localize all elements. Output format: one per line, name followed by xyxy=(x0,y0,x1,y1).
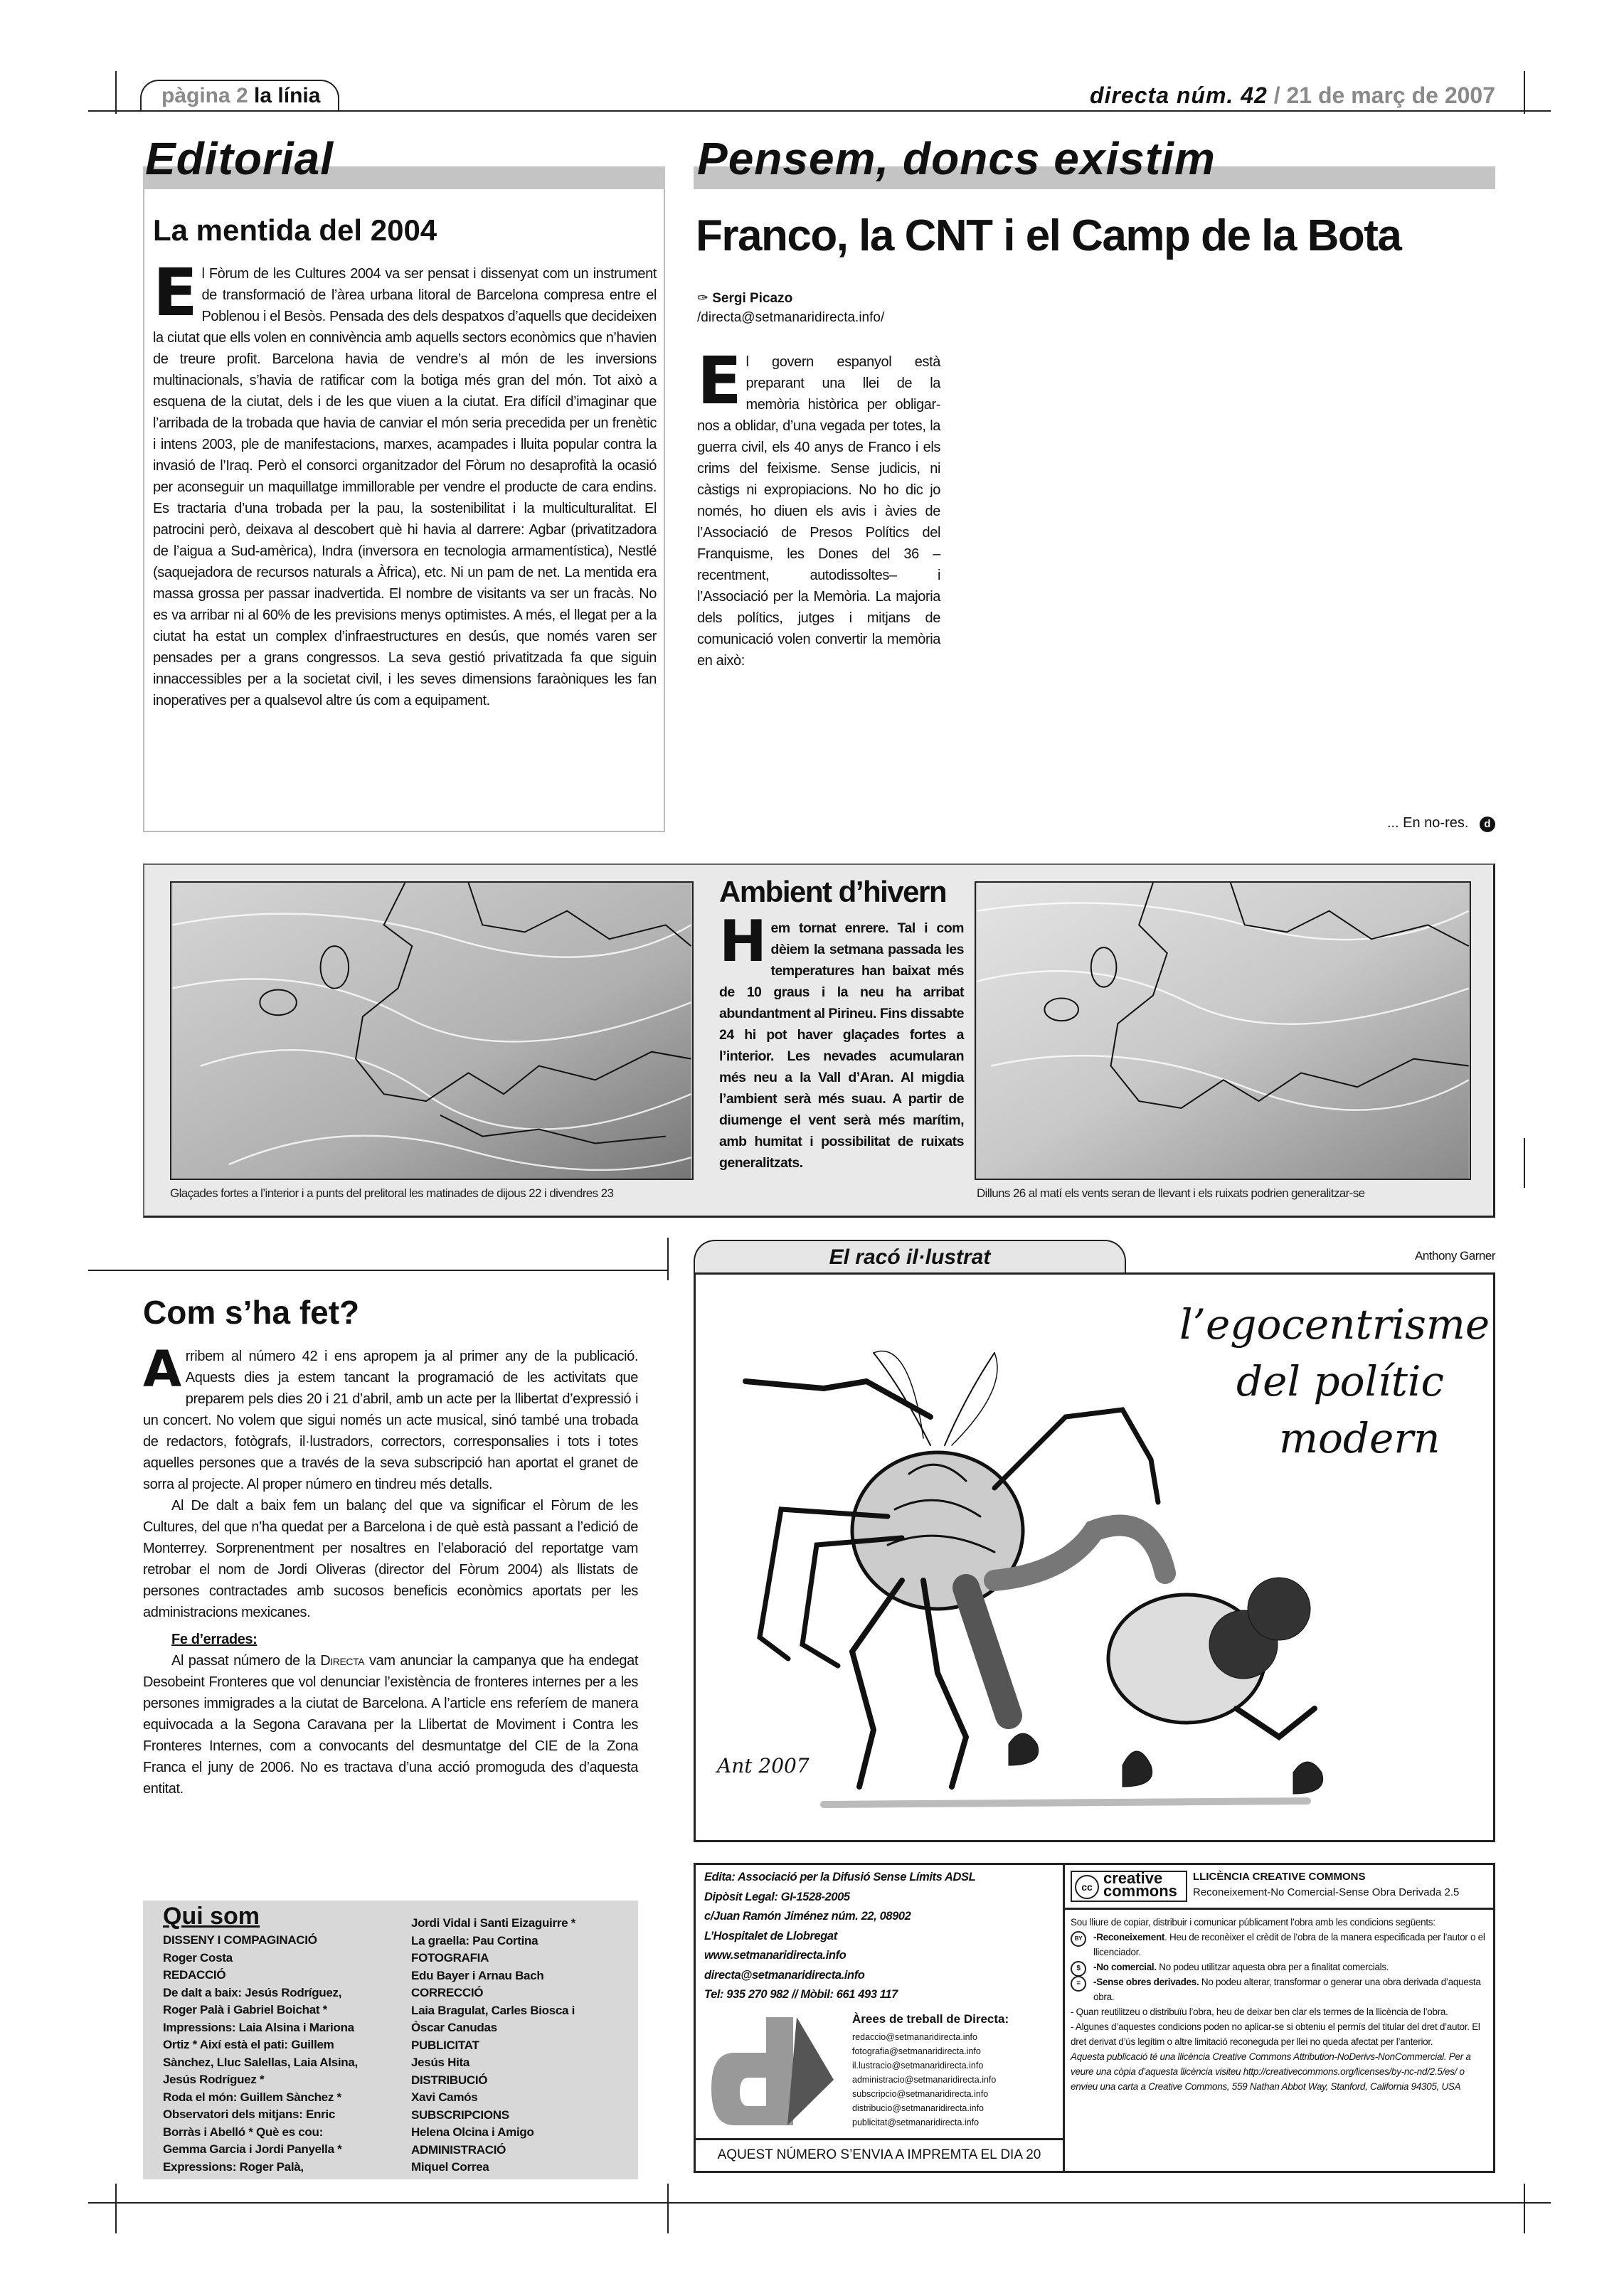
staff-line: Helena Olcina i Amigo xyxy=(411,2125,534,2139)
staff-line: Sànchez, Lluc Salellas, Laia Alsina, xyxy=(163,2055,358,2069)
qui-som-box xyxy=(143,1901,638,2179)
staff-line: REDACCIÓ xyxy=(163,1968,226,1982)
crop-mark xyxy=(115,2184,117,2233)
qui-som-title: Qui som xyxy=(163,1903,260,1930)
paragraph-text: Al passat número de la xyxy=(171,1653,321,1669)
area-email[interactable]: redaccio@setmanaridirecta.info xyxy=(852,2032,977,2042)
issue-info xyxy=(1090,83,1495,109)
cartoon-lettering: modern xyxy=(1279,1414,1440,1462)
author-email[interactable]: /directa@setmanaridirecta.info/ xyxy=(697,310,885,325)
staff-line: Gemma Garcia i Jordi Panyella * xyxy=(163,2142,342,2156)
print-note: AQUEST NÚMERO S’ENVIA A IMPREMTA EL DIA 20 xyxy=(696,2138,1063,2171)
crop-mark xyxy=(88,2202,1551,2204)
errata-title: Fe d’errades: xyxy=(171,1632,258,1647)
masthead-line: Tel: 935 270 982 // Mòbil: 661 493 117 xyxy=(704,1988,898,2001)
staff-line: Jesús Rodríguez * xyxy=(163,2073,265,2086)
staff-line: Ortiz * Així està el pati: Guillem xyxy=(163,2038,334,2051)
cc-logo xyxy=(1071,1871,1187,1902)
cc-icon: cc xyxy=(1075,1875,1099,1899)
paragraph-text: vam anunciar la campanya que ha endegat Desobeint Fronteres que vol denunciar l’existència de fronteres internes per a les persones immigrades a la ciutat de Barcelona. A l’article ens referíem de manera equivocada a la Segona Caravana per la Llibertat de Moviment i Contra les Fronteres Internes, com a convocants del desmuntatge del CIE de la Zona Franca el juny de 2006. No es tractava d’una acció promoguda des d’aquesta entitat. xyxy=(143,1653,639,1797)
illustration-artist: Anthony Garner xyxy=(1414,1249,1495,1263)
noncommercial-icon: $ xyxy=(1071,1961,1086,1977)
column-ending xyxy=(1387,815,1495,832)
staff-line: Borràs i Abelló * Què es cou: xyxy=(163,2125,323,2139)
errata-paragraph xyxy=(143,1650,638,1800)
staff-line: DISTRIBUCIÓ xyxy=(411,2073,488,2087)
staff-line: Impressions: Laia Alsina i Mariona xyxy=(163,2020,354,2034)
crop-mark xyxy=(667,2184,669,2233)
directa-logo xyxy=(706,2017,834,2131)
author-name: Sergi Picazo xyxy=(712,291,793,306)
license-legal: Aquesta publicació té una llicència Creative Commons Attribution-NoDerivs-NonCommercial. Per a veure una còpia d’aquesta llicència visiteu http://creativecommons.org/licenses/by-nc-nd/2.5/es/ o envieu una carta a Creative Commons, 559 Nathan Abbot Way, Stanford, California 94305, USA xyxy=(1071,2051,1471,2092)
area-email[interactable]: distribucio@setmanaridirecta.info xyxy=(852,2103,984,2113)
separator: / xyxy=(1273,83,1280,108)
making-of-paragraph: Al De dalt a baix fem un balanç del que va significar el Fòrum de les Cultures, del que n’ha quedat per a Barcelona i de què està passant a l’edició de Monterrey. Sorprenentment per nosaltres en l’elaboració del reportatge vam retrobar el nom de Jordi Oliveras (director del Fòrum 2004) als llistats de persones contractades amb sucosos beneficis econòmics aportats per les administracions mexicanes. xyxy=(143,1498,638,1620)
weather-body xyxy=(719,908,964,1174)
illustration-section-title: El racó il·lustrat xyxy=(829,1245,991,1269)
editorial-body xyxy=(153,255,657,711)
section-name: la línia xyxy=(254,84,321,107)
staff-line: Roger Costa xyxy=(163,1950,233,1965)
staff-line: PUBLICITAT xyxy=(411,2038,479,2052)
staff-line: DISSENY I COMPAGINACIÓ xyxy=(163,1933,317,1947)
masthead-line: c/Juan Ramón Jiménez núm. 22, 08902 xyxy=(704,1910,911,1923)
staff-line: La graella: Pau Cortina xyxy=(411,1933,538,1947)
directa-end-icon: d xyxy=(1480,817,1495,832)
issue-number: directa núm. 42 xyxy=(1090,83,1268,108)
illustration-tab xyxy=(694,1240,1126,1274)
staff-line: Edu Bayer i Arnau Bach xyxy=(411,1968,544,1982)
staff-line: Xavi Camós xyxy=(411,2090,478,2104)
staff-line: Observatori dels mitjans: Enric xyxy=(163,2108,336,2121)
masthead-contact xyxy=(696,1865,1065,2171)
cc-logo-text: creative xyxy=(1103,1869,1163,1887)
attribution-icon: BY xyxy=(1071,1931,1086,1947)
staff-line: Jordi Vidal i Santi Eizaguirre * xyxy=(411,1916,575,1930)
drop-cap: E xyxy=(153,255,198,331)
staff-line: Miquel Correa xyxy=(411,2160,489,2174)
byline xyxy=(697,290,792,307)
editorial-headline: La mentida del 2004 xyxy=(153,213,437,247)
area-email[interactable]: publicitat@setmanaridirecta.info xyxy=(852,2117,980,2127)
staff-line: Roger Palà i Gabriel Boichat * xyxy=(163,2003,327,2016)
weather-caption-left: Glaçades fortes a l’interior i a punts del prelitoral les matinades de dijous 22 i divendres 23 xyxy=(170,1186,614,1200)
brand-name: Directa xyxy=(320,1653,365,1669)
weather-caption-right: Dilluns 26 al matí els vents seran de llevant i els ruixats podrien generalitzar-se xyxy=(977,1186,1365,1200)
license-intro: Sou lliure de copiar, distribuir i comunicar públicament l’obra amb les condicions següents: xyxy=(1071,1917,1435,1928)
artist-signature: Ant 2007 xyxy=(717,1754,810,1777)
editorial-section-title: Editorial xyxy=(145,133,334,184)
crop-mark xyxy=(88,1270,667,1271)
weather-box xyxy=(143,863,1495,1218)
drop-cap: E xyxy=(697,343,742,419)
license-panel xyxy=(1065,1865,1493,2171)
license-subtitle: Reconeixement-No Comercial-Sense Obra Derivada 2.5 xyxy=(1193,1886,1460,1898)
cartoon-lettering: l’egocentrisme xyxy=(1179,1300,1490,1349)
cartoon-illustration xyxy=(696,1275,1493,1840)
staff-line-list xyxy=(411,1915,575,2177)
crop-mark xyxy=(1524,2184,1525,2233)
pen-icon: ✑ xyxy=(697,291,708,306)
area-email[interactable]: subscripcio@setmanaridirecta.info xyxy=(852,2089,989,2099)
staff-line: Expressions: Roger Palà, xyxy=(163,2159,304,2174)
license-condition: = -Sense obres derivades. No podeu alterar, transformar o generar una obra derivada d’aquesta obra. xyxy=(1071,1975,1487,2004)
staff-line: Jesús Hita xyxy=(411,2056,470,2069)
masthead-line-list xyxy=(704,1868,975,2005)
crop-mark xyxy=(667,1238,669,1280)
weather-headline: Ambient d’hivern xyxy=(719,875,947,908)
staff-line-list xyxy=(163,1932,358,2176)
no-derivatives-icon: = xyxy=(1071,1976,1086,1992)
weather-map-left xyxy=(170,881,694,1180)
crop-mark xyxy=(1524,71,1525,114)
area-email-list xyxy=(852,2030,996,2130)
license-body xyxy=(1071,1915,1487,2094)
issue-date: 21 de març de 2007 xyxy=(1286,83,1495,108)
drop-cap: H xyxy=(719,908,767,974)
crop-mark xyxy=(115,71,117,114)
column-section-title: Pensem, doncs existim xyxy=(697,133,1216,184)
masthead-line: directa@setmanaridirecta.info xyxy=(704,1968,865,1982)
staff-line: De dalt a baix: Jesús Rodríguez, xyxy=(163,1985,342,1999)
masthead-line: Edita: Associació per la Difusió Sense Límits ADSL xyxy=(704,1871,976,1883)
weather-text: em tornat enrere. Tal i com dèiem la setmana passada les temperatures han baixat més de 10 graus i la neu ha arribat abundantment al Pirineu. Fins dissabte 24 hi pot haver glaçades fortes a l’interior. Les nevades acumularan més neu a la Vall d’Aran. Al migdia l’ambient serà més suau. A partir de diumenge el vent serà més marítim, amb humitat i possibilitat de ruixats generalitzats. xyxy=(719,920,964,1171)
cartoon-lettering: del polític xyxy=(1236,1357,1444,1405)
staff-line: Laia Bragulat, Carles Biosca i xyxy=(411,2003,575,2017)
staff-line: Roda el món: Guillem Sànchez * xyxy=(163,2090,341,2104)
editorial-text: l Fòrum de les Cultures 2004 va ser pensat i dissenyat com un instrument de transformació de l’àrea urbana litoral de Barcelona compresa entre el Poblenou i el Besòs. Pensada des dels despatxos d’aquells que decideixen la ciutat que ells volen en connivència amb aquells sectors econòmics que n’havien de treure profit. Barcelona havia de vendre’s al món de les inversions multinacionals, s’havia de ratificar com la botiga més gran del món. Tot això a esquena de la ciutat, dels i de les que viuen a la ciutat. Era difícil d’imaginar que l’arribada de la trobada que havia de canviar el món seria precedida per un frenètic i intens 2003, ple de manifestacions, marxes, acampades i lluita popular contra la invasió de l’Iraq. Però el consorci organitzador del Fòrum no desaprofità la ocasió per aconseguir un maquillatge immillorable per vendre el producte de cara endins. Es tractaria d’una trobada per la pau, la sostenibilitat i la multiculturalitat. El patrocini però, deixava al descobert què hi havia al darrere: Agbar (privatitzadora de l’aigua a Sud-amèrica), Indra (inversora en tecnologia armamentística), Nestlé (saquejadora de recursos naturals a Àfrica), etc. Ni un pam de net. La mentida era massa grossa per passar inadvertida. El nombre de visitants va ser un fracàs. No es va arribar ni al 60% de les previsions menys optimistes. A més, el llegat per a la ciutat ha estat un complex d’infraestructures en desús, que només varen ser pensades per a grans congressos. La seva gestió privatitzada fa que siguin innaccessibles per a la societat civil, i les seves dimensions faraòniques les fan inoperatives per a qualsevol altre ús com a equipament. xyxy=(153,266,657,708)
license-condition: BY -Reconeixement. Heu de reconèixer el crèdit de l’obra de la manera especificada per l’autor o el llicenciador. xyxy=(1071,1930,1487,1960)
staff-line: FOTOGRAFIA xyxy=(411,1951,489,1965)
column-body xyxy=(697,343,940,671)
masthead-line: www.setmanaridirecta.info xyxy=(704,1949,847,1962)
making-of-body xyxy=(143,1340,639,1800)
masthead-line: Dipòsit Legal: GI-1528-2005 xyxy=(704,1890,850,1903)
staff-line: CORRECCIÓ xyxy=(411,1986,484,1999)
editorial-box xyxy=(143,189,665,832)
staff-line: Òscar Canudas xyxy=(411,2021,497,2034)
page-section-tab xyxy=(140,80,339,111)
area-email[interactable]: il.lustracio@setmanaridirecta.info xyxy=(852,2061,984,2071)
paragraph-text: rribem al número 42 i ens apropem ja al primer any de la publicació. Aquests dies ja estem tancant la programació de les activitats que preparem pels dies 20 i 21 d’abril, amb un acte per la llibertat d’expressió i un concert. No volem que sigui només un acte musical, sinó també una trobada de redactors, fotògrafs, il·lustradors, correctors, corresponsalies i tots i totes aquelles persones que a través de la seva subscripció han aportat el granet de sorra al projecte. Al proper número en tindreu més detalls. xyxy=(143,1349,638,1492)
column-text: l govern espanyol està preparant una llei de la memòria històrica per obligar-nos a oblidar, d’una vegada per totes, la guerra civil, els 40 anys de Franco i els crims del feixisme. Sense judicis, ni càstigs ni expropiacions. No ho dic jo només, ho diuen els avis i àvies de l’Associació de Presos Polítics del Franquisme, les Dones del 36 –recentment, autodissoltes– i l’Associació per la Memòria. La majoria dels polítics, jutges i mitjans de comunicació volen convertir la memòria en això: xyxy=(697,354,940,669)
ending-text: ... En no-res. xyxy=(1386,815,1469,831)
drop-cap: A xyxy=(143,1340,181,1398)
license-note: - Quan reutilitzeu o distribuïu l’obra, heu de deixar ben clar els termes de la llicència de l’obra. xyxy=(1071,2007,1448,2017)
license-title: LLICÈNCIA CREATIVE COMMONS xyxy=(1193,1871,1366,1883)
page-number: pàgina 2 xyxy=(161,84,248,107)
area-email[interactable]: fotografia@setmanaridirecta.info xyxy=(852,2046,981,2056)
masthead-line: L’Hospitalet de Llobregat xyxy=(704,1929,837,1942)
column-headline: Franco, la CNT i el Camp de la Bota xyxy=(696,211,1401,260)
cc-logo-text: commons xyxy=(1103,1882,1177,1900)
crop-mark xyxy=(1524,1138,1525,1188)
staff-line: SUBSCRIPCIONS xyxy=(411,2108,509,2122)
area-email[interactable]: administracio@setmanaridirecta.info xyxy=(852,2075,997,2085)
illustration-frame xyxy=(694,1272,1495,1842)
making-of-headline: Com s’ha fet? xyxy=(143,1294,360,1331)
license-note: - Algunes d’aquestes condicions poden no aplicar-se si obteniu el permís del titular del dret d’autor. El dret derivat d’ús legítim o altre limitació reconeguda per llei no queda afectat per l’anterior. xyxy=(1071,2021,1480,2047)
areas-title: Àrees de treball de Directa: xyxy=(852,2012,1009,2026)
masthead-box xyxy=(694,1863,1495,2173)
staff-line: ADMINISTRACIÓ xyxy=(411,2142,506,2157)
weather-map-right xyxy=(975,881,1471,1180)
making-of-paragraph xyxy=(143,1340,638,1495)
license-condition: $ -No comercial. No podeu utilitzar aquesta obra per a finalitat comercials. xyxy=(1071,1960,1487,1975)
